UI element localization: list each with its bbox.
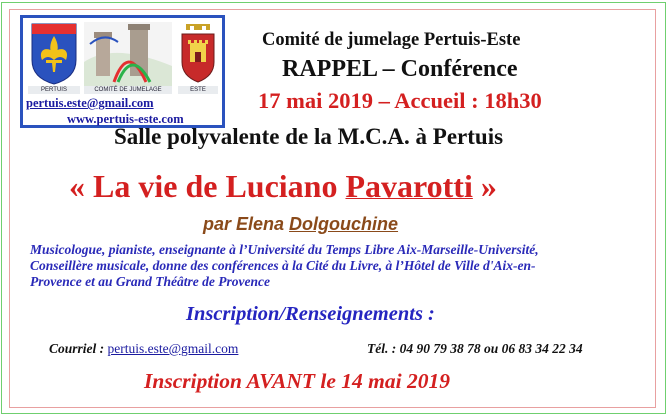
bio-line-1: Musicologue, pianiste, enseignante à l’Université du Temps Libre Aix-Marseille-Université, (30, 242, 539, 257)
logo-website-link[interactable]: www.pertuis-este.com (67, 112, 184, 126)
talk-title (69, 168, 497, 205)
castle-crest-icon (178, 22, 218, 86)
rappel-heading: RAPPEL – Conférence (282, 56, 518, 82)
email-contact (49, 341, 238, 357)
venue-line: Salle polyvalente de la M.C.A. à Pertuis (114, 124, 504, 149)
towers-icon (84, 22, 172, 86)
este-caption: ESTE (178, 86, 218, 94)
speaker-line (203, 214, 398, 235)
phone-contact: Tél. : 04 90 79 38 78 ou 06 83 34 22 34 (367, 341, 583, 356)
talk-title-name: Pavarotti (345, 168, 473, 204)
talk-title-suffix: » (472, 168, 497, 204)
email-label: Courriel : (49, 341, 108, 356)
emblems-row (26, 20, 221, 96)
jumelage-emblem (84, 22, 172, 94)
pertuis-caption: PERTUIS (28, 86, 80, 94)
bio-line-2: Conseillère musicale, donne des conférences à la Cité du Livre, à l’Hôtel de Ville d'Aix-en- (30, 258, 536, 273)
registration-heading: Inscription/Renseignements : (186, 303, 435, 325)
email-link[interactable]: pertuis.este@gmail.com (107, 341, 239, 356)
logo-email-link[interactable]: pertuis.este@gmail.com (26, 96, 154, 110)
speaker-name: Dolgouchine (289, 214, 399, 234)
fleur-de-lis-icon (28, 22, 80, 86)
bio-line-3: Provence et au Grand Théâtre de Provence (30, 274, 270, 289)
este-emblem (178, 22, 218, 94)
speaker-bio (30, 242, 650, 290)
speaker-prefix: par Elena (203, 214, 290, 234)
logo-box (20, 15, 225, 128)
deadline-line: Inscription AVANT le 14 mai 2019 (144, 369, 451, 393)
jumelage-caption: COMITÉ DE JUMELAGE (84, 86, 172, 94)
pertuis-emblem (28, 22, 80, 94)
talk-title-prefix: « La vie de Luciano (69, 168, 346, 204)
committee-name: Comité de jumelage Pertuis-Este (262, 30, 521, 50)
date-line: 17 mai 2019 – Accueil : 18h30 (258, 88, 542, 113)
